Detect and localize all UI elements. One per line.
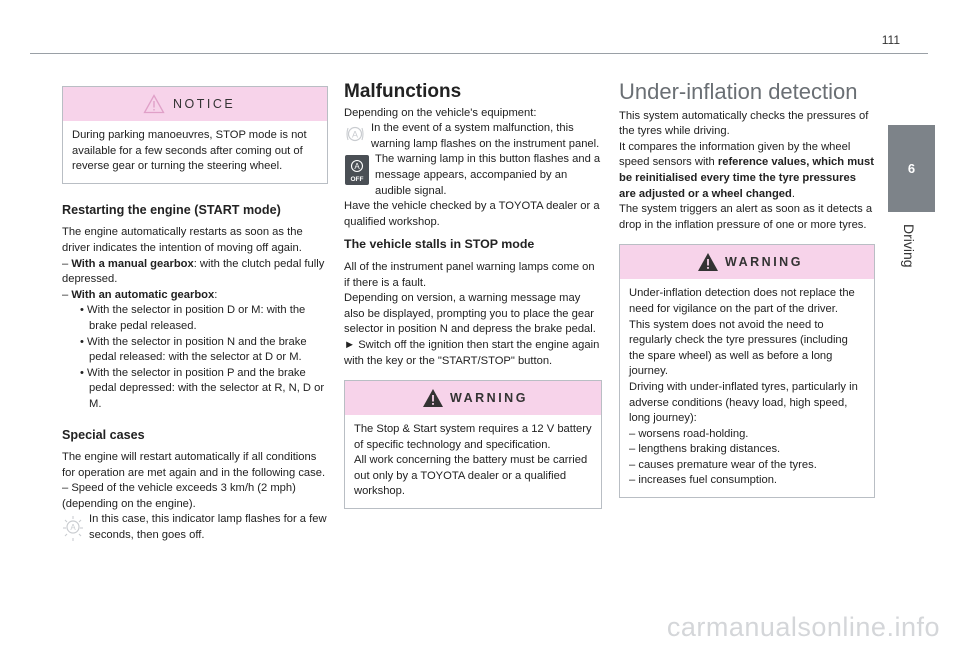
restart-heading: Restarting the engine (START mode) (62, 202, 281, 217)
stop-start-warning-icon (344, 123, 366, 145)
middle-warning-p1: The Stop & Start system requires a 12 V battery of specific technology and specification. (354, 423, 592, 451)
special-lamp-row (62, 512, 328, 543)
right-warning-d1: – worsens road-holding. (629, 427, 749, 440)
manual-gearbox-item: – With a manual gearbox: with the clutch pedal fully depressed. (62, 257, 325, 286)
watermark[interactable]: carmanualsonline.info (666, 612, 940, 642)
right-warning-d3: – causes premature wear of the tyres. (629, 458, 817, 471)
middle-warning-header (345, 381, 601, 415)
off-label: OFF (350, 176, 364, 184)
notice-label: NOTICE (173, 97, 236, 111)
right-warning-box (619, 244, 875, 498)
middle-column (344, 81, 602, 509)
right-warning-p3: Driving with under-inflated tyres, particularly in adverse conditions (heavy load, high speed, long journey): (629, 380, 858, 425)
manual-text: : with the clutch pedal fully depressed. (62, 257, 325, 286)
under-inflation-heading: Under-inflation detection (619, 79, 858, 104)
stop-start-off-button-icon (344, 154, 370, 186)
right-p2b: reference values, which must be reinitialised every time the tyre pressures are adjusted or a wheel changed (619, 156, 874, 200)
malfunction-row-1 (344, 121, 602, 152)
stall-p3-text: Switch off the ignition then start the engine again with the key or the "START/STOP" button. (344, 338, 600, 367)
middle-warning-p2: All work concerning the battery must be carried out only by a TOYOTA dealer or a qualified workshop. (354, 454, 588, 498)
svg-text:A: A (70, 523, 76, 533)
stall-p3: ► Switch off the ignition then start the engine again with the key or the "START/STOP" button. (344, 338, 600, 367)
stall-p1: All of the instrument panel warning lamps come on if there is a fault. (344, 260, 595, 289)
chapter-tab[interactable]: 6 (888, 125, 935, 212)
restart-intro: The engine automatically restarts as soon as the driver indicates the intention of moving off again. (62, 226, 303, 254)
right-warning-d2-text: lengthens braking distances. (638, 443, 781, 456)
chapter-title-wrap (884, 214, 939, 304)
stall-heading: The vehicle stalls in STOP mode (344, 237, 535, 252)
notice-box (62, 86, 328, 184)
right-p2 (619, 140, 875, 202)
malfunctions-heading: Malfunctions (344, 81, 462, 102)
chapter-title: Driving (901, 224, 917, 268)
manual-label: With a manual gearbox (71, 257, 194, 270)
auto-bullet-3: • With the selector in position P and the brake pedal depressed: with the selector at R, N, D or M. (80, 366, 325, 410)
auto-bullet-1-text: With the selector in position D or M: with the brake pedal released. (87, 304, 306, 332)
auto-colon: : (214, 288, 218, 301)
right-column (619, 79, 875, 498)
svg-text:A: A (354, 162, 360, 172)
right-warning-header (620, 245, 874, 279)
malfunction-p2: The warning lamp in this button flashes and a message appears, accompanied by an audible signal. (375, 153, 601, 197)
right-warning-body (620, 279, 874, 497)
special-dash-text: Speed of the vehicle exceeds 3 km/h (2 mph) (depending on the engine). (62, 482, 296, 510)
auto-bullet-3-text: With the selector in position P and the brake pedal depressed: with the selector at R, N, D or M. (87, 366, 325, 410)
warning-triangle-icon (422, 388, 444, 408)
auto-bullet-1: • With the selector in position D or M: with the brake pedal released. (80, 304, 306, 332)
right-warning-label: WARNING (725, 255, 803, 270)
svg-text:A: A (351, 129, 359, 140)
middle-warning-label: WARNING (450, 391, 528, 406)
auto-bullet-2-text: With the selector in position N and the brake pedal released: with the selector at D or M. (87, 335, 307, 364)
right-p3: The system triggers an alert as soon as it detects a drop in the inflation pressure of one or more tyres. (619, 203, 873, 231)
left-column (62, 86, 328, 544)
right-warning-d3-text: causes premature wear of the tyres. (638, 458, 817, 471)
special-dash: – Speed of the vehicle exceeds 3 km/h (2 mph) (depending on the engine). (62, 482, 296, 510)
stall-p2: Depending on version, a warning message may also be displayed, prompting you to place the gear selector in position N and depress the brake pedal. (344, 292, 596, 336)
middle-warning-box (344, 380, 602, 509)
stop-start-lamp-icon (62, 514, 84, 542)
auto-label: With an automatic gearbox (71, 288, 215, 301)
right-warning-d1-text: worsens road-holding. (638, 427, 749, 440)
right-warning-p1: Under-inflation detection does not replace the need for vigilance on the part of the driver. (629, 287, 855, 315)
header-rule (30, 53, 928, 54)
notice-triangle-icon (143, 94, 165, 114)
special-heading: Special cases (62, 427, 145, 442)
malfunction-row-2 (344, 152, 602, 199)
warning-triangle-icon (697, 252, 719, 272)
special-p1: The engine will restart automatically if all conditions for operation are met again and in the following case. (62, 451, 326, 479)
right-warning-d2: – lengthens braking distances. (629, 443, 781, 456)
right-p1: This system automatically checks the pressures of the tyres while driving. (619, 109, 869, 138)
malfunction-p1: In the event of a system malfunction, this warning lamp flashes on the instrument panel. (371, 122, 600, 150)
right-warning-p2: This system does not avoid the need to regularly check the tyre pressures (including the spare wheel) as well as before a long journey. (629, 318, 848, 378)
right-warning-d4: – increases fuel consumption. (629, 474, 778, 487)
middle-warning-body (345, 415, 601, 508)
right-p2c: . (791, 187, 795, 200)
right-warning-d4-text: increases fuel consumption. (638, 474, 778, 487)
malfunctions-equip: Depending on the vehicle's equipment: (344, 106, 537, 119)
special-lamp-text: In this case, this indicator lamp flashes for a few seconds, then goes off. (89, 513, 327, 542)
auto-gearbox-item: – With an automatic gearbox: (62, 288, 218, 301)
auto-bullet-2: • With the selector in position N and the brake pedal released: with the selector at D or M. (80, 335, 307, 364)
notice-header (63, 87, 327, 121)
notice-text: During parking manoeuvres, STOP mode is not available for a few seconds after coming out of reverse gear or turning the steering wheel. (72, 129, 307, 173)
malfunction-p3: Have the vehicle checked by a TOYOTA dealer or a qualified workshop. (344, 200, 600, 228)
right-p2a: It compares the information given by the wheel speed sensors with (619, 140, 851, 169)
page-number: 111 (881, 33, 900, 47)
